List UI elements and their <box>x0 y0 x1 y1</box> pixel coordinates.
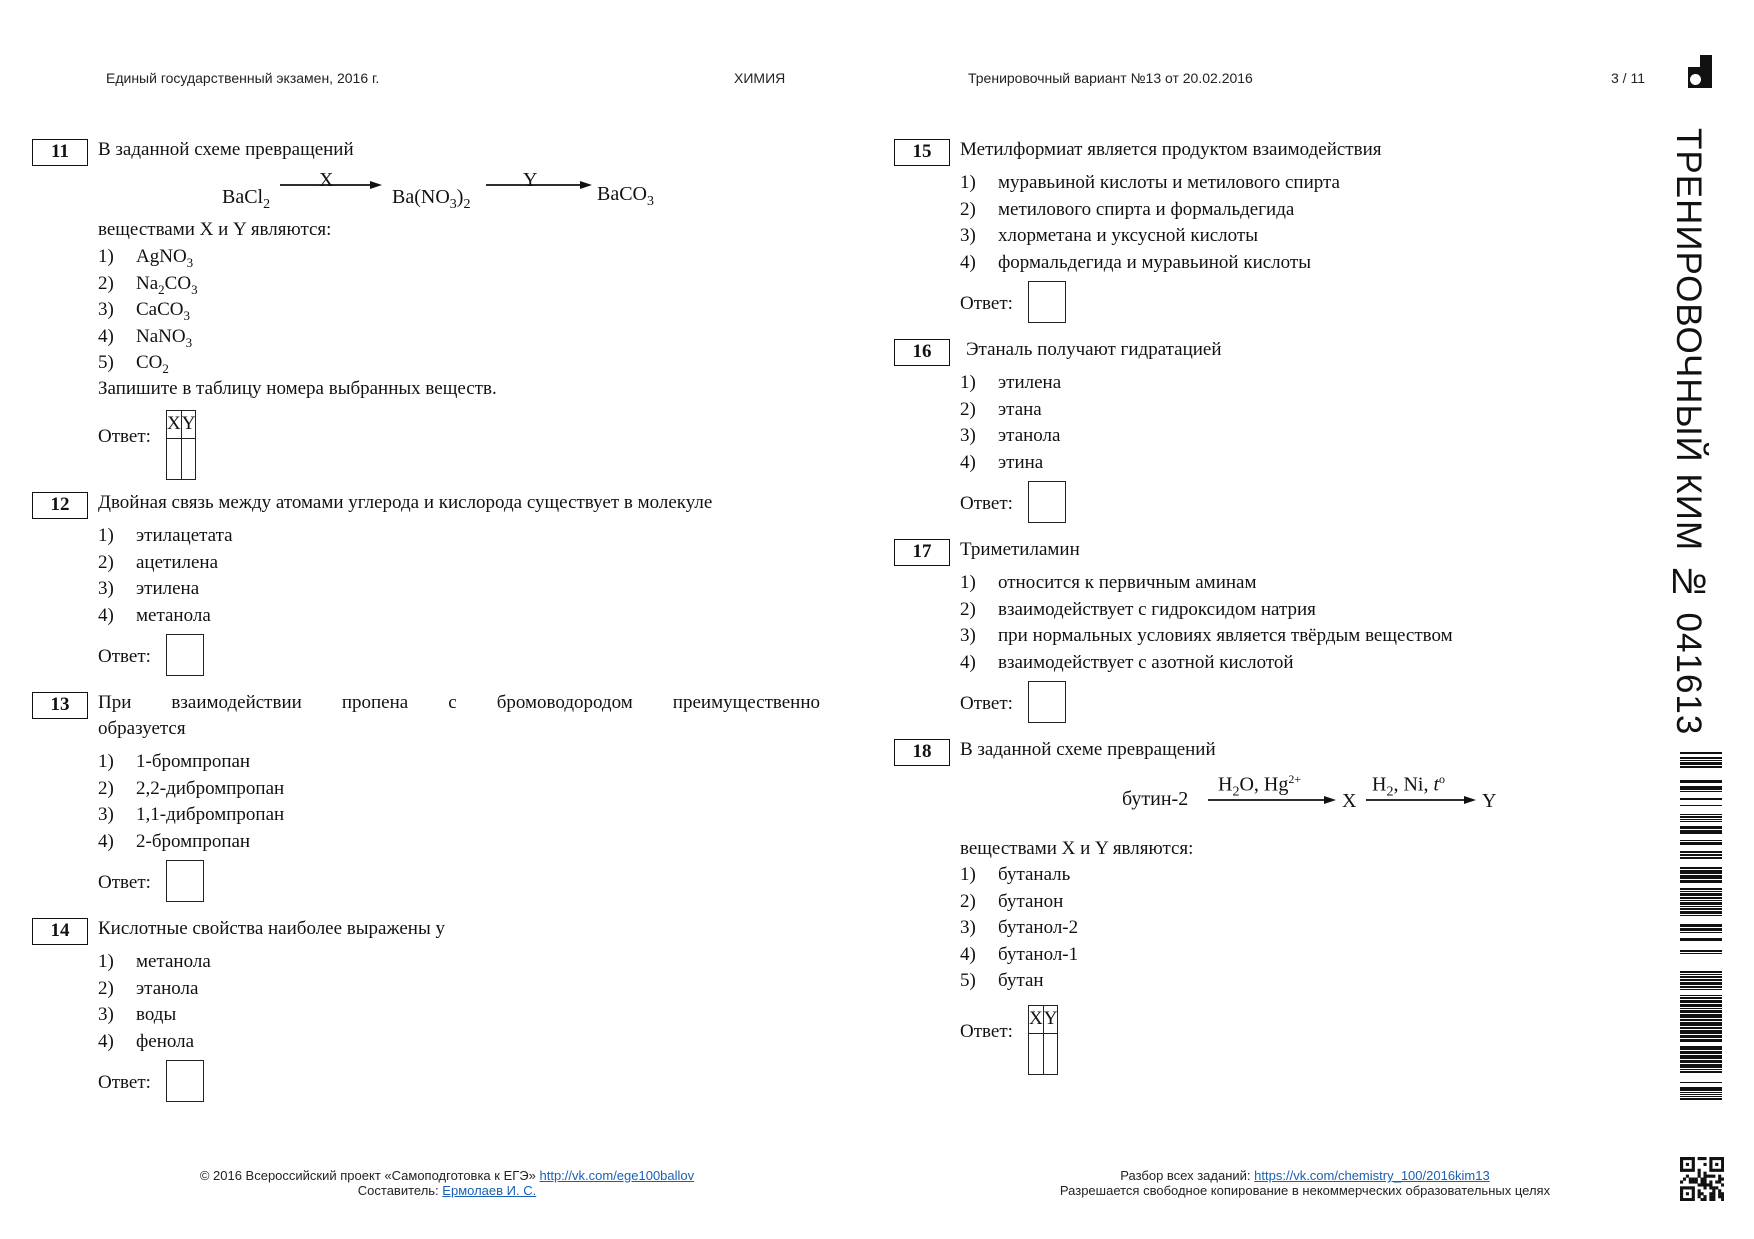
qr-module <box>1712 1175 1715 1178</box>
answer-y-cell[interactable] <box>181 438 196 479</box>
qr-module <box>1692 1192 1695 1195</box>
barcode-bar <box>1680 915 1722 916</box>
qr-module <box>1709 1192 1712 1195</box>
question-text: В заданной схеме превращений <box>960 739 1216 760</box>
qr-module <box>1692 1178 1695 1181</box>
qr-module <box>1680 1180 1683 1183</box>
barcode-bar <box>1680 752 1722 754</box>
list-item: 2) этанола <box>98 977 199 999</box>
qr-module <box>1680 1157 1683 1160</box>
barcode-bar <box>1680 979 1722 981</box>
col-x-header: X <box>1029 1006 1044 1034</box>
option-list <box>960 170 1340 276</box>
list-item: 4) метанола <box>98 604 211 626</box>
barcode-icon <box>1680 752 1722 1102</box>
barcode-bar <box>1680 1014 1722 1018</box>
qr-module <box>1698 1183 1701 1186</box>
qr-module <box>1721 1198 1724 1201</box>
qr-module <box>1701 1157 1704 1160</box>
qr-module <box>1718 1195 1721 1198</box>
qr-module <box>1715 1186 1718 1189</box>
qr-module <box>1698 1157 1701 1160</box>
answer-y-cell[interactable] <box>1043 1033 1058 1074</box>
barcode-bar <box>1680 1022 1722 1026</box>
list-item: 4) формальдегида и муравьиной кислоты <box>960 251 1311 273</box>
barcode-bar <box>1680 798 1722 800</box>
list-item: 4) фенола <box>98 1030 195 1052</box>
qr-module <box>1718 1175 1721 1178</box>
qr-module <box>1721 1157 1724 1160</box>
barcode-bar <box>1680 757 1722 759</box>
barcode-bar <box>1680 1094 1722 1095</box>
qr-module <box>1692 1163 1695 1166</box>
barcode-bar <box>1680 1055 1722 1059</box>
footer-project: © 2016 Всероссийский проект «Самоподготовка к ЕГЭ» <box>199 1168 536 1183</box>
barcode-bar <box>1680 1019 1722 1021</box>
footer-left <box>168 1168 726 1198</box>
header-subject: ХИМИЯ <box>734 70 786 86</box>
qr-module <box>1692 1195 1695 1198</box>
barcode-bar <box>1680 986 1722 988</box>
question-number: 17 <box>894 539 950 566</box>
barcode-bar <box>1680 1064 1722 1068</box>
qr-module <box>1706 1175 1709 1178</box>
footer-analysis-link[interactable]: https://vk.com/chemistry_100/2016kim13 <box>1254 1168 1490 1183</box>
qr-code-icon <box>1680 1157 1724 1201</box>
barcode-bar <box>1680 911 1722 914</box>
barcode-bar <box>1680 842 1722 845</box>
barcode-bar <box>1680 971 1722 973</box>
list-item: 1) муравьиной кислоты и метилового спирта <box>960 172 1340 193</box>
list-item: 1) этилацетата <box>98 525 233 546</box>
list-item: 3) хлорметана и уксусной кислоты <box>960 225 1258 246</box>
barcode-bar <box>1680 1092 1722 1093</box>
barcode-bar <box>1680 928 1722 931</box>
qr-module <box>1703 1163 1706 1166</box>
footer-analysis-label: Разбор всех заданий: <box>1120 1168 1251 1183</box>
qr-module <box>1686 1186 1689 1189</box>
answer-box[interactable] <box>1028 281 1066 323</box>
option-list <box>960 862 1078 995</box>
barcode-bar <box>1680 766 1722 768</box>
barcode-bar <box>1680 1030 1722 1034</box>
barcode-bar <box>1680 1071 1722 1073</box>
list-item: 5) бутан <box>960 970 1044 991</box>
qr-module <box>1683 1186 1686 1189</box>
qr-module <box>1703 1195 1706 1198</box>
barcode-bar <box>1680 1098 1722 1100</box>
answer-label: Ответ: <box>98 426 151 447</box>
qr-module <box>1712 1192 1715 1195</box>
qr-module <box>1709 1169 1712 1172</box>
question-text: В заданной схеме превращений <box>98 139 354 160</box>
qr-module <box>1680 1198 1683 1201</box>
answer-label: Ответ: <box>960 1021 1013 1042</box>
qr-module <box>1698 1189 1701 1192</box>
qr-module <box>1686 1163 1689 1166</box>
qr-module <box>1715 1169 1718 1172</box>
question-text: Кислотные свойства наиболее выражены у <box>98 918 445 939</box>
qr-module <box>1698 1192 1701 1195</box>
qr-module <box>1703 1180 1706 1183</box>
barcode-bar <box>1680 1051 1722 1054</box>
qr-module <box>1692 1169 1695 1172</box>
qr-module <box>1703 1198 1706 1201</box>
qr-module <box>1703 1186 1706 1189</box>
barcode-bar <box>1680 1000 1722 1003</box>
question-number: 18 <box>894 739 950 766</box>
answer-label: Ответ: <box>960 693 1013 714</box>
answer-box[interactable] <box>1028 681 1066 723</box>
arrow-label-x: X <box>319 169 334 191</box>
barcode-bar <box>1680 950 1722 952</box>
side-title: ТРЕНИРОВОЧНЫЙ КИМ № 041613 <box>1669 128 1708 736</box>
barcode-bar <box>1680 814 1722 815</box>
qr-module <box>1698 1169 1701 1172</box>
question-instruction: Запишите в таблицу номера выбранных веществ. <box>98 378 497 399</box>
qr-module <box>1715 1157 1718 1160</box>
qr-module <box>1686 1175 1689 1178</box>
header-page-number: 3 / 11 <box>1611 70 1645 86</box>
barcode-bar <box>1680 1096 1722 1097</box>
col-x-header: X <box>167 411 182 439</box>
list-item: 3) CaCO$_3$ <box>98 299 190 323</box>
qr-module <box>1701 1180 1704 1183</box>
question-number: 15 <box>894 139 950 166</box>
corner-marker-icon <box>1688 55 1712 88</box>
barcode-bar <box>1680 880 1722 883</box>
qr-module <box>1686 1169 1689 1172</box>
barcode-bar <box>1680 891 1722 892</box>
barcode-bar <box>1680 953 1722 954</box>
intermediate: $Ba(NO_3)_2$ <box>392 186 471 212</box>
qr-module <box>1718 1189 1721 1192</box>
intermediate-x: X <box>1342 790 1357 812</box>
qr-module <box>1721 1192 1724 1195</box>
qr-module <box>1709 1183 1712 1186</box>
answer-label: Ответ: <box>98 1072 151 1093</box>
list-item: 3) бутанол-2 <box>960 917 1079 938</box>
barcode-bar <box>1680 830 1722 834</box>
qr-module <box>1689 1198 1692 1201</box>
qr-module <box>1703 1175 1706 1178</box>
qr-module <box>1701 1198 1704 1201</box>
footer-right <box>1020 1168 1590 1198</box>
barcode-bar <box>1680 974 1722 975</box>
barcode-bar <box>1680 857 1722 859</box>
barcode-bar <box>1680 840 1722 841</box>
list-item: 2) взаимодействует с гидроксидом натрия <box>960 598 1316 620</box>
list-item: 4) NaNO$_3$ <box>98 325 193 350</box>
qr-module <box>1698 1195 1701 1198</box>
barcode-bar <box>1680 791 1722 792</box>
answer-label: Ответ: <box>960 293 1013 314</box>
list-item: 3) воды <box>98 1004 177 1025</box>
qr-module <box>1683 1169 1686 1172</box>
qr-module <box>1721 1163 1724 1166</box>
barcode-bar <box>1680 924 1722 927</box>
list-item: 4) 2-бромпропан <box>98 830 251 852</box>
list-item: 3) 1,1-дибромпропан <box>98 804 285 825</box>
qr-module <box>1692 1189 1695 1192</box>
qr-module <box>1686 1157 1689 1160</box>
qr-module <box>1692 1186 1695 1189</box>
qr-module <box>1695 1178 1698 1181</box>
qr-module <box>1703 1157 1706 1160</box>
footer-copyright-note: Разрешается свободное копирование в некоммерческих образовательных целях <box>1059 1183 1551 1198</box>
qr-module <box>1709 1180 1712 1183</box>
barcode-bar <box>1680 989 1722 990</box>
barcode-bar <box>1680 870 1722 874</box>
qr-module <box>1709 1198 1712 1201</box>
barcode-bar <box>1680 1039 1722 1042</box>
barcode-bar <box>1680 826 1722 829</box>
list-item: 2) 2,2-дибромпропан <box>98 777 285 799</box>
barcode-bar <box>1680 1060 1722 1063</box>
qr-module <box>1701 1183 1704 1186</box>
qr-module <box>1701 1192 1704 1195</box>
barcode-bar <box>1680 1069 1722 1070</box>
answer-label: Ответ: <box>98 872 151 893</box>
col-y-header: Y <box>1043 1006 1058 1034</box>
qr-module <box>1683 1198 1686 1201</box>
qr-module <box>1709 1195 1712 1198</box>
qr-module <box>1680 1192 1683 1195</box>
barcode-bar <box>1680 938 1722 941</box>
col-y-header: Y <box>181 411 196 439</box>
qr-module <box>1712 1198 1715 1201</box>
question-text: Двойная связь между атомами углерода и кислорода существует в молекуле <box>98 492 713 513</box>
barcode-bar <box>1680 780 1722 783</box>
barcode-bar <box>1680 1004 1722 1007</box>
answer-label: Ответ: <box>960 493 1013 514</box>
list-item: 1) этилена <box>960 372 1062 393</box>
answer-box[interactable] <box>166 860 204 902</box>
qr-module <box>1680 1169 1683 1172</box>
list-item: 4) этина <box>960 451 1044 473</box>
barcode-bar <box>1680 1027 1722 1029</box>
answer-table <box>1028 1005 1058 1075</box>
barcode-bar <box>1680 932 1722 933</box>
qr-module <box>1712 1186 1715 1189</box>
list-item: 1) метанола <box>98 951 211 972</box>
qr-module <box>1695 1180 1698 1183</box>
barcode-bar <box>1680 1082 1722 1083</box>
list-item: 2) бутанон <box>960 890 1064 912</box>
barcode-bar <box>1680 760 1722 761</box>
qr-module <box>1721 1178 1724 1181</box>
qr-module <box>1689 1169 1692 1172</box>
reactant: BaCl$_2$ <box>222 186 271 212</box>
option-list <box>98 523 233 629</box>
list-item: 2) метилового спирта и формальдегида <box>960 198 1295 220</box>
barcode-bar <box>1680 888 1722 890</box>
option-list <box>98 749 284 855</box>
qr-module <box>1692 1166 1695 1169</box>
qr-module <box>1680 1160 1683 1163</box>
qr-module <box>1698 1172 1701 1175</box>
qr-module <box>1718 1192 1721 1195</box>
qr-module <box>1703 1172 1706 1175</box>
answer-x-cell[interactable] <box>167 438 182 479</box>
barcode-bar <box>1680 997 1722 999</box>
qr-module <box>1692 1157 1695 1160</box>
barcode-bar <box>1680 1010 1722 1013</box>
list-item: 1) бутаналь <box>960 864 1071 885</box>
qr-module <box>1715 1163 1718 1166</box>
answer-box[interactable] <box>1028 481 1066 523</box>
question-text: Метилформиат является продуктом взаимодействия <box>960 139 1382 160</box>
qr-module <box>1680 1186 1683 1189</box>
footer-project-link[interactable]: http://vk.com/ege100ballov <box>539 1168 695 1183</box>
barcode-bar <box>1680 786 1722 790</box>
question-number: 12 <box>32 492 88 519</box>
qr-module <box>1718 1178 1721 1181</box>
qr-module <box>1680 1163 1683 1166</box>
footer-author-label: Составитель: <box>357 1183 439 1198</box>
list-item: 2) $Na_2CO_3$ <box>98 272 198 297</box>
list-item: 4) бутанол-1 <box>960 943 1079 965</box>
barcode-bar <box>1680 821 1722 822</box>
qr-module <box>1698 1175 1701 1178</box>
list-item: 3) этанола <box>960 425 1061 446</box>
list-item: 2) этана <box>960 398 1042 420</box>
qr-module <box>1721 1195 1724 1198</box>
qr-module <box>1683 1157 1686 1160</box>
qr-module <box>1718 1157 1721 1160</box>
list-item: 2) ацетилена <box>98 551 219 573</box>
arrow-label-y: Y <box>523 169 538 191</box>
question-number: 14 <box>32 918 88 945</box>
barcode-bar <box>1680 982 1722 985</box>
list-item: 1) относится к первичным аминам <box>960 572 1257 593</box>
qr-module <box>1703 1183 1706 1186</box>
qr-module <box>1692 1160 1695 1163</box>
arrow-label-1: $H_2O$, $Hg^{2+}$ <box>1218 772 1302 800</box>
qr-module <box>1712 1169 1715 1172</box>
barcode-bar <box>1680 867 1722 869</box>
qr-module <box>1715 1180 1718 1183</box>
list-item: 4) взаимодействует с азотной кислотой <box>960 651 1294 673</box>
list-item: 1) 1-бромпропан <box>98 751 251 772</box>
qr-module <box>1701 1178 1704 1181</box>
barcode-bar <box>1680 819 1722 820</box>
qr-module <box>1680 1195 1683 1198</box>
qr-module <box>1718 1169 1721 1172</box>
qr-module <box>1709 1186 1712 1189</box>
list-item: 5) $CO_2$ <box>98 352 169 376</box>
question-number: 13 <box>32 692 88 719</box>
qr-module <box>1718 1180 1721 1183</box>
list-item: 3) при нормальных условиях является твёрдым веществом <box>960 625 1453 646</box>
reactant: бутин-2 <box>1122 788 1189 810</box>
qr-module <box>1709 1166 1712 1169</box>
question-text: Триметиламин <box>960 539 1080 560</box>
barcode-bar <box>1680 995 1722 996</box>
qr-module <box>1689 1157 1692 1160</box>
qr-module <box>1683 1178 1686 1181</box>
qr-module <box>1712 1157 1715 1160</box>
product: BaCO$_3$ <box>597 183 654 209</box>
product-y: Y <box>1482 790 1497 812</box>
barcode-bar <box>1680 854 1722 856</box>
barcode-bar <box>1680 816 1722 818</box>
question-text-continued: образуется <box>98 718 186 739</box>
barcode-bar <box>1680 851 1722 853</box>
answer-label: Ответ: <box>98 646 151 667</box>
option-list <box>98 244 198 377</box>
qr-module <box>1721 1183 1724 1186</box>
question-intro: веществами X и Y являются: <box>98 219 332 240</box>
qr-module <box>1721 1169 1724 1172</box>
barcode-bar <box>1680 1008 1722 1009</box>
qr-module <box>1680 1166 1683 1169</box>
barcode-bar <box>1680 875 1722 879</box>
barcode-bar <box>1680 893 1722 896</box>
barcode-bar <box>1680 908 1722 910</box>
qr-module <box>1692 1180 1695 1183</box>
qr-module <box>1680 1189 1683 1192</box>
question-intro: веществами X и Y являются: <box>960 838 1194 859</box>
answer-box[interactable] <box>166 634 204 676</box>
qr-module <box>1709 1163 1712 1166</box>
footer-author-link[interactable]: Ермолаев И. С. <box>442 1183 537 1198</box>
option-list <box>960 570 1453 676</box>
qr-module <box>1712 1195 1715 1198</box>
question-text: При взаимодействии пропена с бромоводородом преимущественно <box>98 692 820 713</box>
qr-module <box>1689 1186 1692 1189</box>
barcode-bar <box>1680 900 1722 901</box>
qr-module <box>1721 1166 1724 1169</box>
qr-module <box>1689 1180 1692 1183</box>
list-item: 3) этилена <box>98 578 200 599</box>
question-number: 16 <box>894 339 950 366</box>
qr-module <box>1686 1192 1689 1195</box>
option-list <box>960 370 1061 476</box>
barcode-bar <box>1680 1035 1722 1038</box>
barcode-bar <box>1680 897 1722 899</box>
qr-module <box>1692 1198 1695 1201</box>
barcode-bar <box>1680 902 1722 905</box>
arrow-label-2: $H_2$, Ni, $t^o$ <box>1372 772 1446 800</box>
barcode-bar <box>1680 906 1722 907</box>
barcode-bar <box>1680 1046 1722 1050</box>
barcode-bar <box>1680 1087 1722 1091</box>
qr-module <box>1709 1160 1712 1163</box>
question-number: 11 <box>32 139 88 166</box>
qr-module <box>1689 1178 1692 1181</box>
qr-module <box>1709 1175 1712 1178</box>
answer-x-cell[interactable] <box>1029 1033 1044 1074</box>
header-left: Единый государственный экзамен, 2016 г. <box>106 70 380 86</box>
qr-module <box>1712 1189 1715 1192</box>
barcode-bar <box>1680 805 1722 806</box>
qr-module <box>1706 1183 1709 1186</box>
answer-box[interactable] <box>166 1060 204 1102</box>
qr-module <box>1703 1178 1706 1181</box>
qr-module <box>1709 1157 1712 1160</box>
qr-module <box>1721 1160 1724 1163</box>
barcode-bar <box>1680 762 1722 765</box>
answer-table <box>166 410 196 480</box>
barcode-bar <box>1680 976 1722 978</box>
option-list <box>98 949 211 1055</box>
question-text: Этаналь получают гидратацией <box>966 339 1222 360</box>
header-variant: Тренировочный вариант №13 от 20.02.2016 <box>968 70 1253 86</box>
list-item: 1) AgNO$_3$ <box>98 246 194 270</box>
qr-module <box>1686 1198 1689 1201</box>
